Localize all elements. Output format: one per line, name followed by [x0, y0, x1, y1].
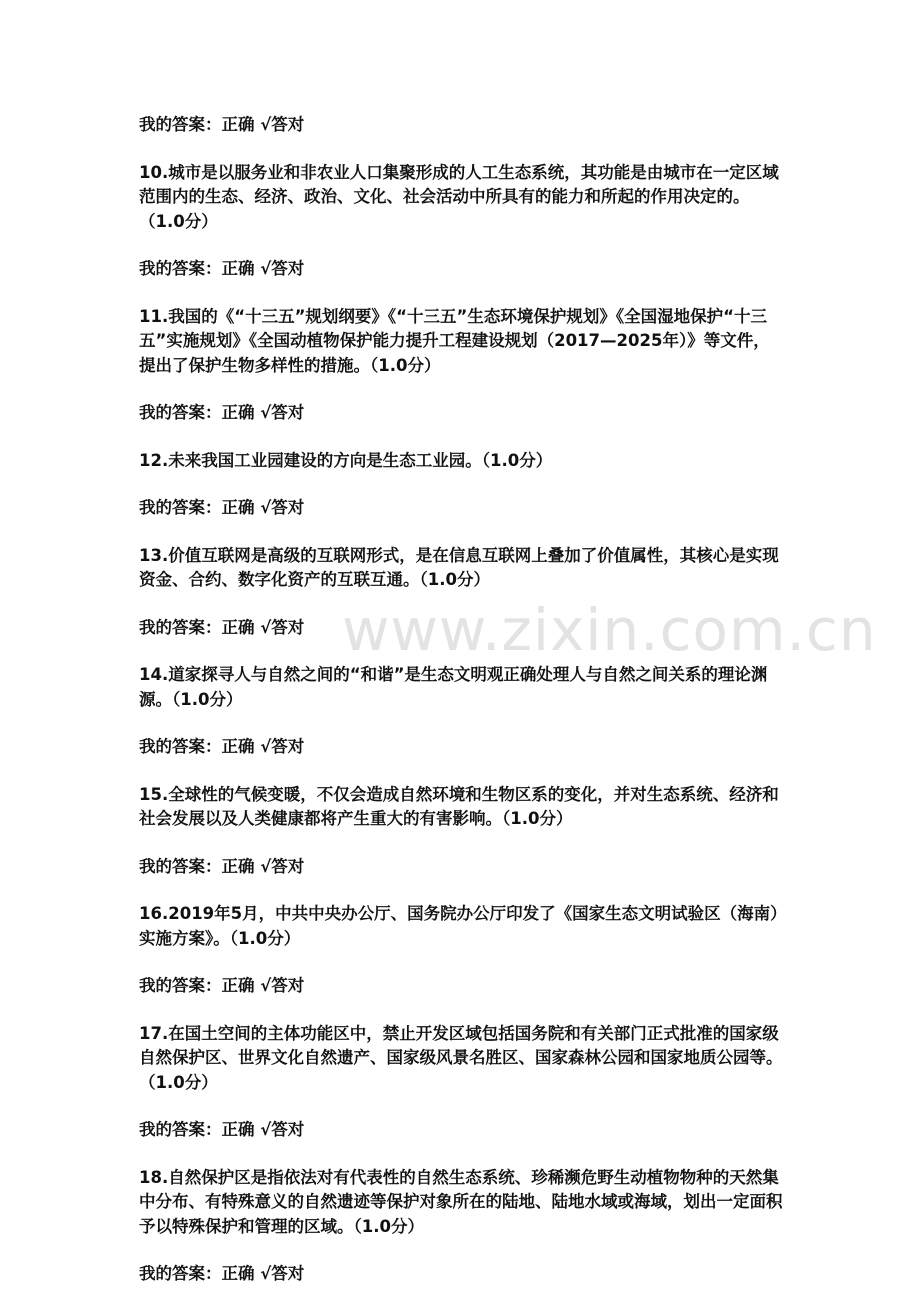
answer-line: 我的答案：正确 √答对 [139, 403, 305, 422]
answer-line: 我的答案：正确 √答对 [139, 1120, 305, 1139]
question-10: 10.城市是以服务业和非农业人口集聚形成的人工生态系统，其功能是由城市在一定区域范围内的生态、经济、政治、文化、社会活动中所具有的能力和所起的作用决定的。（1.0分） [139, 162, 779, 231]
question-14: 14.道家探寻人与自然之间的“和谐”是生态文明观正确处理人与自然之间关系的理论渊源。（1.0分） [139, 665, 768, 709]
document-body [139, 113, 784, 1310]
answer-line: 我的答案：正确 √答对 [139, 737, 305, 756]
question-11: 11.我国的《“十三五”规划纲要》《“十三五”生态环境保护规划》《全国湿地保护“十三五”实施规划》《全国动植物保护能力提升工程建设规划（2017—2025年）》等文件，提出了保护生物多样性的措施。（1.0分） [139, 306, 770, 375]
question-15: 15.全球性的气候变暖，不仅会造成自然环境和生物区系的变化，并对生态系统、经济和社会发展以及人类健康都将产生重大的有害影响。（1.0分） [139, 784, 779, 828]
question-12: 12.未来我国工业园建设的方向是生态工业园。（1.0分） [139, 450, 553, 470]
question-18: 18.自然保护区是指依法对有代表性的自然生态系统、珍稀濒危野生动植物物种的天然集中分布、有特殊意义的自然遗迹等保护对象所在的陆地、陆地水域或海域，划出一定面积予以特殊保护和管理的区域。（1.0分） [139, 1167, 783, 1236]
answer-line: 我的答案：正确 √答对 [139, 498, 305, 517]
watermark: www.zixin.com.cn [342, 596, 877, 664]
question-13: 13.价值互联网是高级的互联网形式，是在信息互联网上叠加了价值属性，其核心是实现资金、合约、数字化资产的互联互通。（1.0分） [139, 545, 779, 589]
answer-line: 我的答案：正确 √答对 [139, 976, 305, 995]
question-17: 17.在国土空间的主体功能区中，禁止开发区域包括国务院和有关部门正式批准的国家级自然保护区、世界文化自然遗产、国家级风景名胜区、国家森林公园和国家地质公园等。（1.0分） [139, 1023, 783, 1092]
answer-line: 我的答案：正确 √答对 [139, 259, 305, 278]
answer-line: 我的答案：正确 √答对 [139, 115, 305, 134]
answer-line: 我的答案：正确 √答对 [139, 617, 305, 637]
answer-line: 我的答案：正确 √答对 [139, 1264, 305, 1283]
answer-line: 我的答案：正确 √答对 [139, 856, 305, 876]
question-16: 16.2019年5月，中共中央办公厅、国务院办公厅印发了《国家生态文明试验区（海南）实施方案》。（1.0分） [139, 904, 779, 948]
